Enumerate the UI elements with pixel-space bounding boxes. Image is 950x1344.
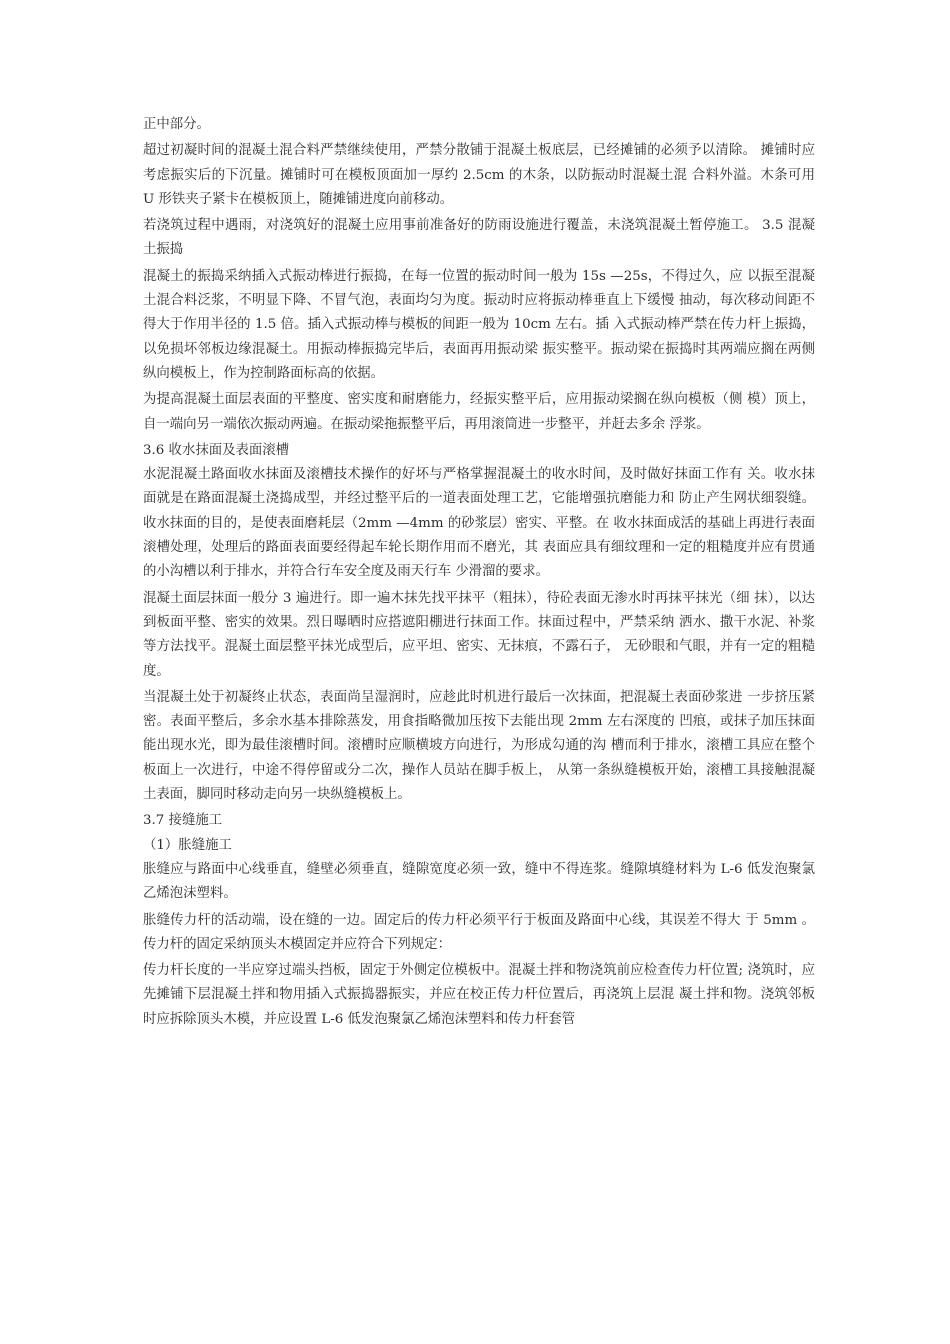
subsection-heading-expansion-joint: （1）胀缝施工 [143,837,232,853]
paragraph-vibration-method: 混凝土的振捣采纳插入式振动棒进行振捣，在每一位置的振动时间一般为 15s —25s，不得过久，应 以振至混凝土混合料泛浆，不明显下降、不冒气泡，表面均匀为度。振动时应将振动棒垂直上下缓慢 抽动，每次移动间距不得大于作用半径的 1.5 倍。插入式振动棒与模板的间距一般为 10cm 左右。插 入式振动棒严禁在传力杆上振捣，以免损坏邻板边缘混凝土。用振动棒振捣完毕后，表面再用振动梁 振实整平。振动梁在振捣时其两端应搁在两侧纵向模板上，作为控制路面标高的依据。 [143,268,815,381]
paragraph-dowel-fixing: 传力杆长度的一半应穿过端头挡板，固定于外侧定位模板中。混凝土拌和物浇筑前应检查传力杆位置; 浇筑时，应先摊铺下层混凝土拌和物用插入式振捣器振实，并应在校正传力杆位置后，再浇筑上层混 凝土拌和物。浇筑邻板时应拆除顶头木模，并应设置 L-6 低发泡聚氯乙烯泡沫塑料和传力杆套管 [143,963,815,1027]
paragraph-finishing-intro: 水泥混凝土路面收水抹面及滚槽技术操作的好坏与严格掌握混凝土的收水时间，及时做好抹面工作有 关。收水抹面就是在路面混凝土浇捣成型，并经过整平后的一道表面处理工艺，它能增强抗磨能力和 防止产生网状细裂缝。收水抹面的目的，是使表面磨耗层（2mm —4mm 的砂浆层）密实、平整。在 收水抹面成活的基础上再进行表面滚槽处理，处理后的路面表面要经得起车轮长期作用而不磨光，其 表面应具有细纹理和一定的粗糙度并应有贯通的小沟槽以利于排水，并符合行车安全度及雨天行车 少滑溜的要求。 [143,467,815,580]
paragraph-grooving-time: 当混凝土处于初凝终止状态，表面尚呈湿润时，应趁此时机进行最后一次抹面，把混凝土表面砂浆进 一步挤压紧密。表面平整后，多余水基本排除蒸发，用食指略微加压按下去能出现 2mm 左右深度的 凹痕，或抹子加压抹面能出现水光，即为最佳滚槽时间。滚槽时应顺横坡方向进行，为形成勾通的沟 槽而利于排水，滚槽工具应在整个板面上一次进行，中途不得停留或分二次，操作人员站在脚手板上， 从第一条纵缝模板开始，滚槽工具接触混凝土表面，脚同时移动走向另一块纵缝模板上。 [143,689,815,803]
section-heading-3-7: 3.7 接缝施工 [143,813,223,829]
paragraph-vibration-beam: 为提高混凝土面层表面的平整度、密实度和耐磨能力，经振实整平后，应用振动梁搁在纵向模板（侧 模）顶上，自一端向另一端依次振动两遍。在振动梁拖振整平后，再用滚筒进一步整平，并赶去多余 浮浆。 [143,392,815,432]
document-page [143,113,815,1034]
section-heading-3-6: 3.6 收水抹面及表面滚槽 [143,442,290,458]
paragraph-continuation: 正中部分。 [143,117,210,132]
paragraph-finishing-passes: 混凝土面层抹面一般分 3 遍进行。即一遍木抹先找平抹平（粗抹），待砼表面无渗水时再抹平抹光（细 抹），以达到板面平整、密实的效果。烈日曝晒时应搭遮阳棚进行抹面工作。抹面过程中，严禁采纳 洒水、撒干水泥、补浆等方法找平。混凝土面层整平抹光成型后，应平坦、密实、无抹痕，不露石子， 无砂眼和气眼，并有一定的粗糙度。 [143,590,815,679]
paragraph-paving-timing: 超过初凝时间的混凝土混合料严禁继续使用，严禁分散铺于混凝土板底层，已经摊铺的必须予以清除。 摊铺时应考虑振实后的下沉量。摊铺时可在模板顶面加一厚约 2.5cm 的木条，以防振动时混凝土混 合料外溢。木条可用 U 形铁夹子紧卡在模板顶上，随摊铺进度向前移动。 [143,143,815,207]
paragraph-expansion-joint: 胀缝应与路面中心线垂直，缝壁必须垂直，缝隙宽度必须一致，缝中不得连浆。缝隙填缝材料为 L-6 低发泡聚氯乙烯泡沫塑料。 [143,861,815,902]
paragraph-dowel-bar: 胀缝传力杆的活动端，设在缝的一边。固定后的传力杆必须平行于板面及路面中心线，其误差不得大 于 5mm 。传力杆的固定采纳顶头木模固定并应符合下列规定： [143,912,815,952]
paragraph-rain-protection: 若浇筑过程中遇雨，对浇筑好的混凝土应用事前准备好的防雨设施进行覆盖，未浇筑混凝土暂停施工。 3.5 混凝土振捣 [143,218,815,258]
